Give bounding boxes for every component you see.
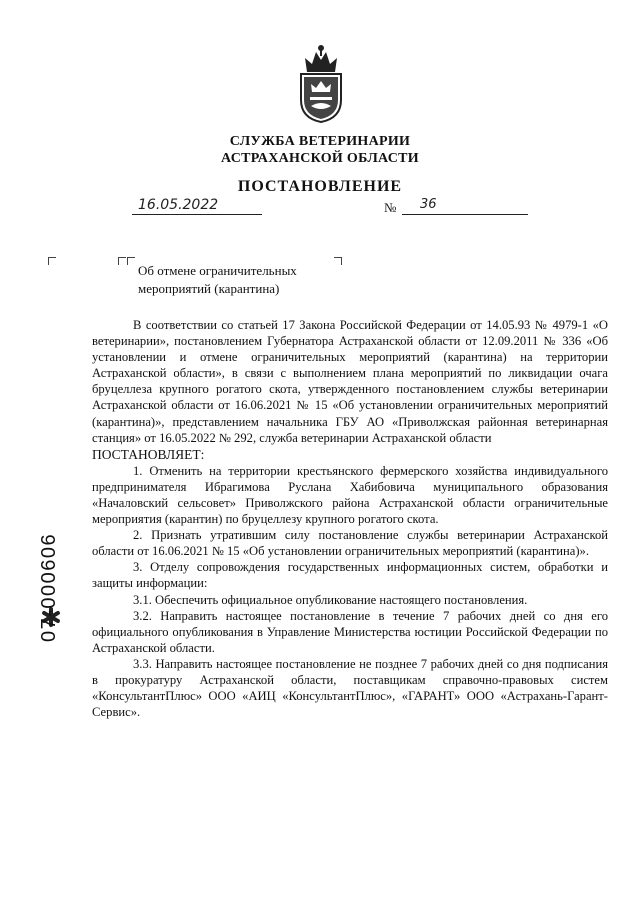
- preamble-paragraph: В соответствии со статьей 17 Закона Российской Федерации от 14.05.93 № 4979-1 «О ветеринарии», постановлением Губернатора Астраханской области от 12.09.2011 № 336 «Об установлении и отмене ограничительных мероприятий (карантина) на территории Астраханской области», в связи с выполнением плана мероприятий по ликвидации очага бруцеллеза крупного рогатого скота, утвержденного постановлением службы ветеринарии Астраханской области от 16.06.2021 № 15 «Об установлении ограничительных мероприятий (карантина)», представлением начальника ГБУ АО «Приволжская районная ветеринарная станция» от 16.05.2022 № 292, служба ветеринарии Астраханской области: [92, 318, 608, 445]
- number-field: [402, 197, 528, 215]
- item-paragraph: 3.2. Направить настоящее постановление в течение 7 рабочих дней со дня его официального опубликования в Управление Министерства юстиции Российской Федерации по Астраханской области.: [92, 608, 608, 655]
- item-paragraph: 3.1. Обеспечить официальное опубликование настоящего постановления.: [133, 592, 528, 607]
- item-paragraph: 2. Признать утратившим силу постановление службы ветеринарии Астраханской области от 16.06.2021 № 15 «Об установлении ограничительных мероприятий (карантина)».: [92, 528, 608, 559]
- corner-mark-subject-right: [334, 257, 342, 265]
- number-label: №: [384, 200, 397, 215]
- date-field: [132, 197, 262, 215]
- org-name-line2: АСТРАХАНСКОЙ ОБЛАСТИ: [220, 151, 419, 166]
- document-body: [92, 317, 608, 720]
- document-subject: [138, 262, 297, 298]
- document-type-title: ПОСТАНОВЛЕНИЕ: [237, 178, 403, 195]
- subject-line1: Об отмене ограничительных: [138, 263, 297, 278]
- number-value: 36: [420, 197, 437, 212]
- corner-mark-left: [48, 257, 56, 265]
- item-paragraph: 1. Отменить на территории крестьянского фермерского хозяйства индивидуального предпринимателя Ибрагимова Руслана Хабибовича муниципального образования «Началовский сельсовет» Приволжского района Астраханской области ограничительные мероприятия (карантин) по бруцеллезу крупного рогатого скота.: [92, 463, 608, 527]
- item-paragraph: 3.3. Направить настоящее постановление не позднее 7 рабочих дней со дня подписания в прокуратуру Астраханской области, поставщикам справочно-правовых систем «КонсультантПлюс» ООО «АИЦ «КонсультантПлюс», «ГАРАНТ» ООО «Астрахань-Гарант-Сервис».: [92, 656, 608, 720]
- astrakhan-coat-of-arms-icon: [293, 42, 349, 124]
- item-paragraph: 3. Отделу сопровождения государственных информационных систем, обработки и защиты информации:: [92, 560, 608, 591]
- registration-stamp-number: 07-000606: [38, 532, 60, 642]
- corner-mark-subject-left-outer: [118, 257, 126, 265]
- org-name-line1: СЛУЖБА ВЕТЕРИНАРИИ: [229, 134, 411, 149]
- decree-heading: ПОСТАНОВЛЯЕТ:: [92, 446, 205, 462]
- subject-line2: мероприятий (карантина): [138, 281, 280, 296]
- date-value: 16.05.2022: [138, 197, 219, 213]
- corner-mark-subject-left-inner: [127, 257, 135, 265]
